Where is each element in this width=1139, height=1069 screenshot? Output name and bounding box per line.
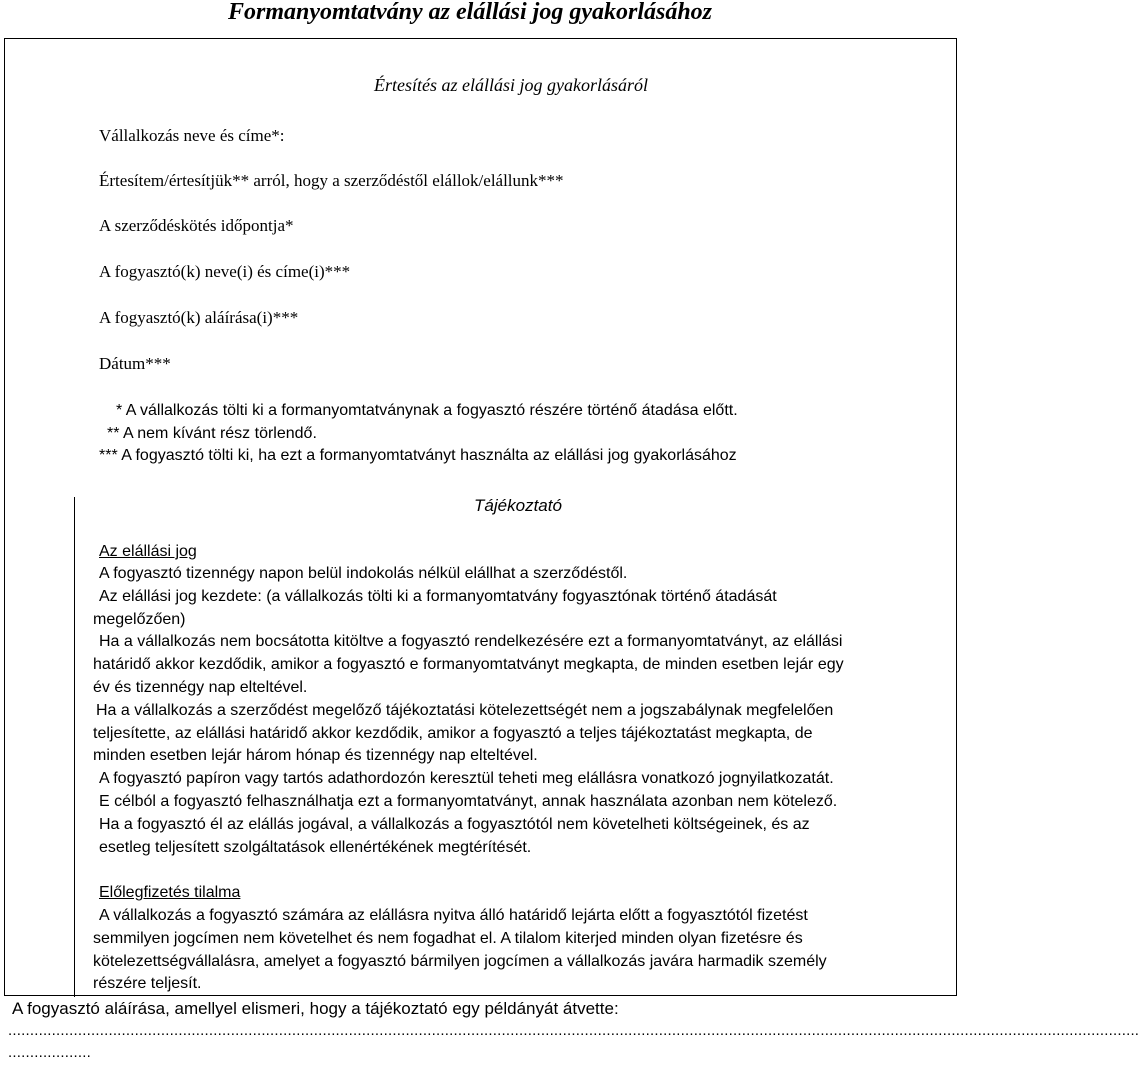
text-line: A vállalkozás a fogyasztó számára az elállásra nyitva álló határidő lejárta előtt a fogyasztótól fizetést bbox=[99, 907, 808, 924]
text-line: év és tizennégy nap elteltével. bbox=[93, 678, 308, 696]
text-line: teljesítette, az elállási határidő akkor kezdődik, amikor a fogyasztó a teljes tájékoztatást megkapta, de bbox=[93, 724, 813, 742]
text-line: részére teljesít. bbox=[93, 975, 202, 993]
text-line: minden esetben lejár három hónap és tizennégy nap elteltével. bbox=[93, 747, 538, 765]
info-left-border bbox=[74, 497, 75, 997]
field-withdrawal-statement[interactable]: Értesítem/értesítjük** arról, hogy a szerződéstől elállok/elállunk*** bbox=[99, 171, 564, 190]
field-date[interactable]: Dátum*** bbox=[99, 354, 171, 373]
form-title: Formanyomtatvány az elállási jog gyakorlásához bbox=[227, 0, 713, 25]
prepayment-heading: Előlegfizetés tilalma bbox=[99, 884, 241, 901]
footnote-1: * A vállalkozás tölti ki a formanyomtatványnak a fogyasztó részére történő átadása előtt. bbox=[116, 402, 738, 419]
text-line: Ha a vállalkozás nem bocsátotta kitöltve a fogyasztó rendelkezésére ezt a formanyomtatványt, az elállási bbox=[99, 633, 843, 651]
signature-dots-2[interactable]: ................... bbox=[8, 1044, 91, 1061]
text-line: semmilyen jogcímen nem követelhet és nem fogadhat el. A tilalom kiterjed minden olyan fizetésre és bbox=[93, 929, 803, 947]
text-line: határidő akkor kezdődik, amikor a fogyasztó e formanyomtatványt megkapta, de minden esetben lejár egy bbox=[93, 656, 844, 674]
text-line: E célból a fogyasztó felhasználhatja ezt a formanyomtatványt, annak használata azonban nem kötelező. bbox=[99, 792, 838, 810]
text-line: A fogyasztó tizennégy napon belül indokolás nélkül elállhat a szerződéstől. bbox=[99, 565, 628, 582]
text-line: megelőzően) bbox=[93, 610, 186, 628]
field-contract-date[interactable]: A szerződéskötés időpontja* bbox=[99, 216, 294, 235]
withdrawal-heading: Az elállási jog bbox=[99, 543, 197, 560]
field-consumer-name[interactable]: A fogyasztó(k) neve(i) és címe(i)*** bbox=[99, 262, 351, 281]
field-business-name[interactable]: Vállalkozás neve és címe*: bbox=[99, 126, 285, 145]
text-line: A fogyasztó papíron vagy tartós adathordozón keresztül teheti meg elállásra vonatkozó jognyilatkozatát. bbox=[99, 770, 834, 788]
info-title: Tájékoztató bbox=[474, 496, 562, 515]
text-line: Az elállási jog kezdete: (a vállalkozás tölti ki a formanyomtatvány fogyasztónak történő átadását bbox=[99, 587, 777, 605]
notice-title: Értesítés az elállási jog gyakorlásáról bbox=[374, 75, 648, 95]
prepayment-paragraph bbox=[93, 905, 949, 996]
text-line: kötelezettségvállalásra, amelyet a fogyasztó bármilyen jogcímen a vállalkozás javára harmadik személy bbox=[93, 952, 827, 970]
text-line: esetleg teljesített szolgáltatások ellenértékének megtérítését. bbox=[99, 838, 532, 856]
text-line: Ha a vállalkozás a szerződést megelőző tájékoztatási kötelezettségét nem a jogszabálynak megfelelően bbox=[96, 701, 834, 719]
signature-dots-1[interactable]: ................................................................................................................................................................................................................................................................... bbox=[8, 1022, 1139, 1039]
text-line: Ha a fogyasztó él az elállás jogával, a vállalkozás a fogyasztótól nem követelheti költségeinek, és az bbox=[99, 815, 810, 833]
withdrawal-paragraph bbox=[93, 563, 949, 859]
signature-line: A fogyasztó aláírása, amellyel elismeri, hogy a tájékoztató egy példányát átvette: bbox=[12, 999, 619, 1018]
field-consumer-signature[interactable]: A fogyasztó(k) aláírása(i)*** bbox=[99, 308, 299, 327]
footnote-2: ** A nem kívánt rész törlendő. bbox=[107, 425, 317, 442]
footnote-3: *** A fogyasztó tölti ki, ha ezt a formanyomtatványt használta az elállási jog gyakorlásához bbox=[99, 447, 737, 464]
